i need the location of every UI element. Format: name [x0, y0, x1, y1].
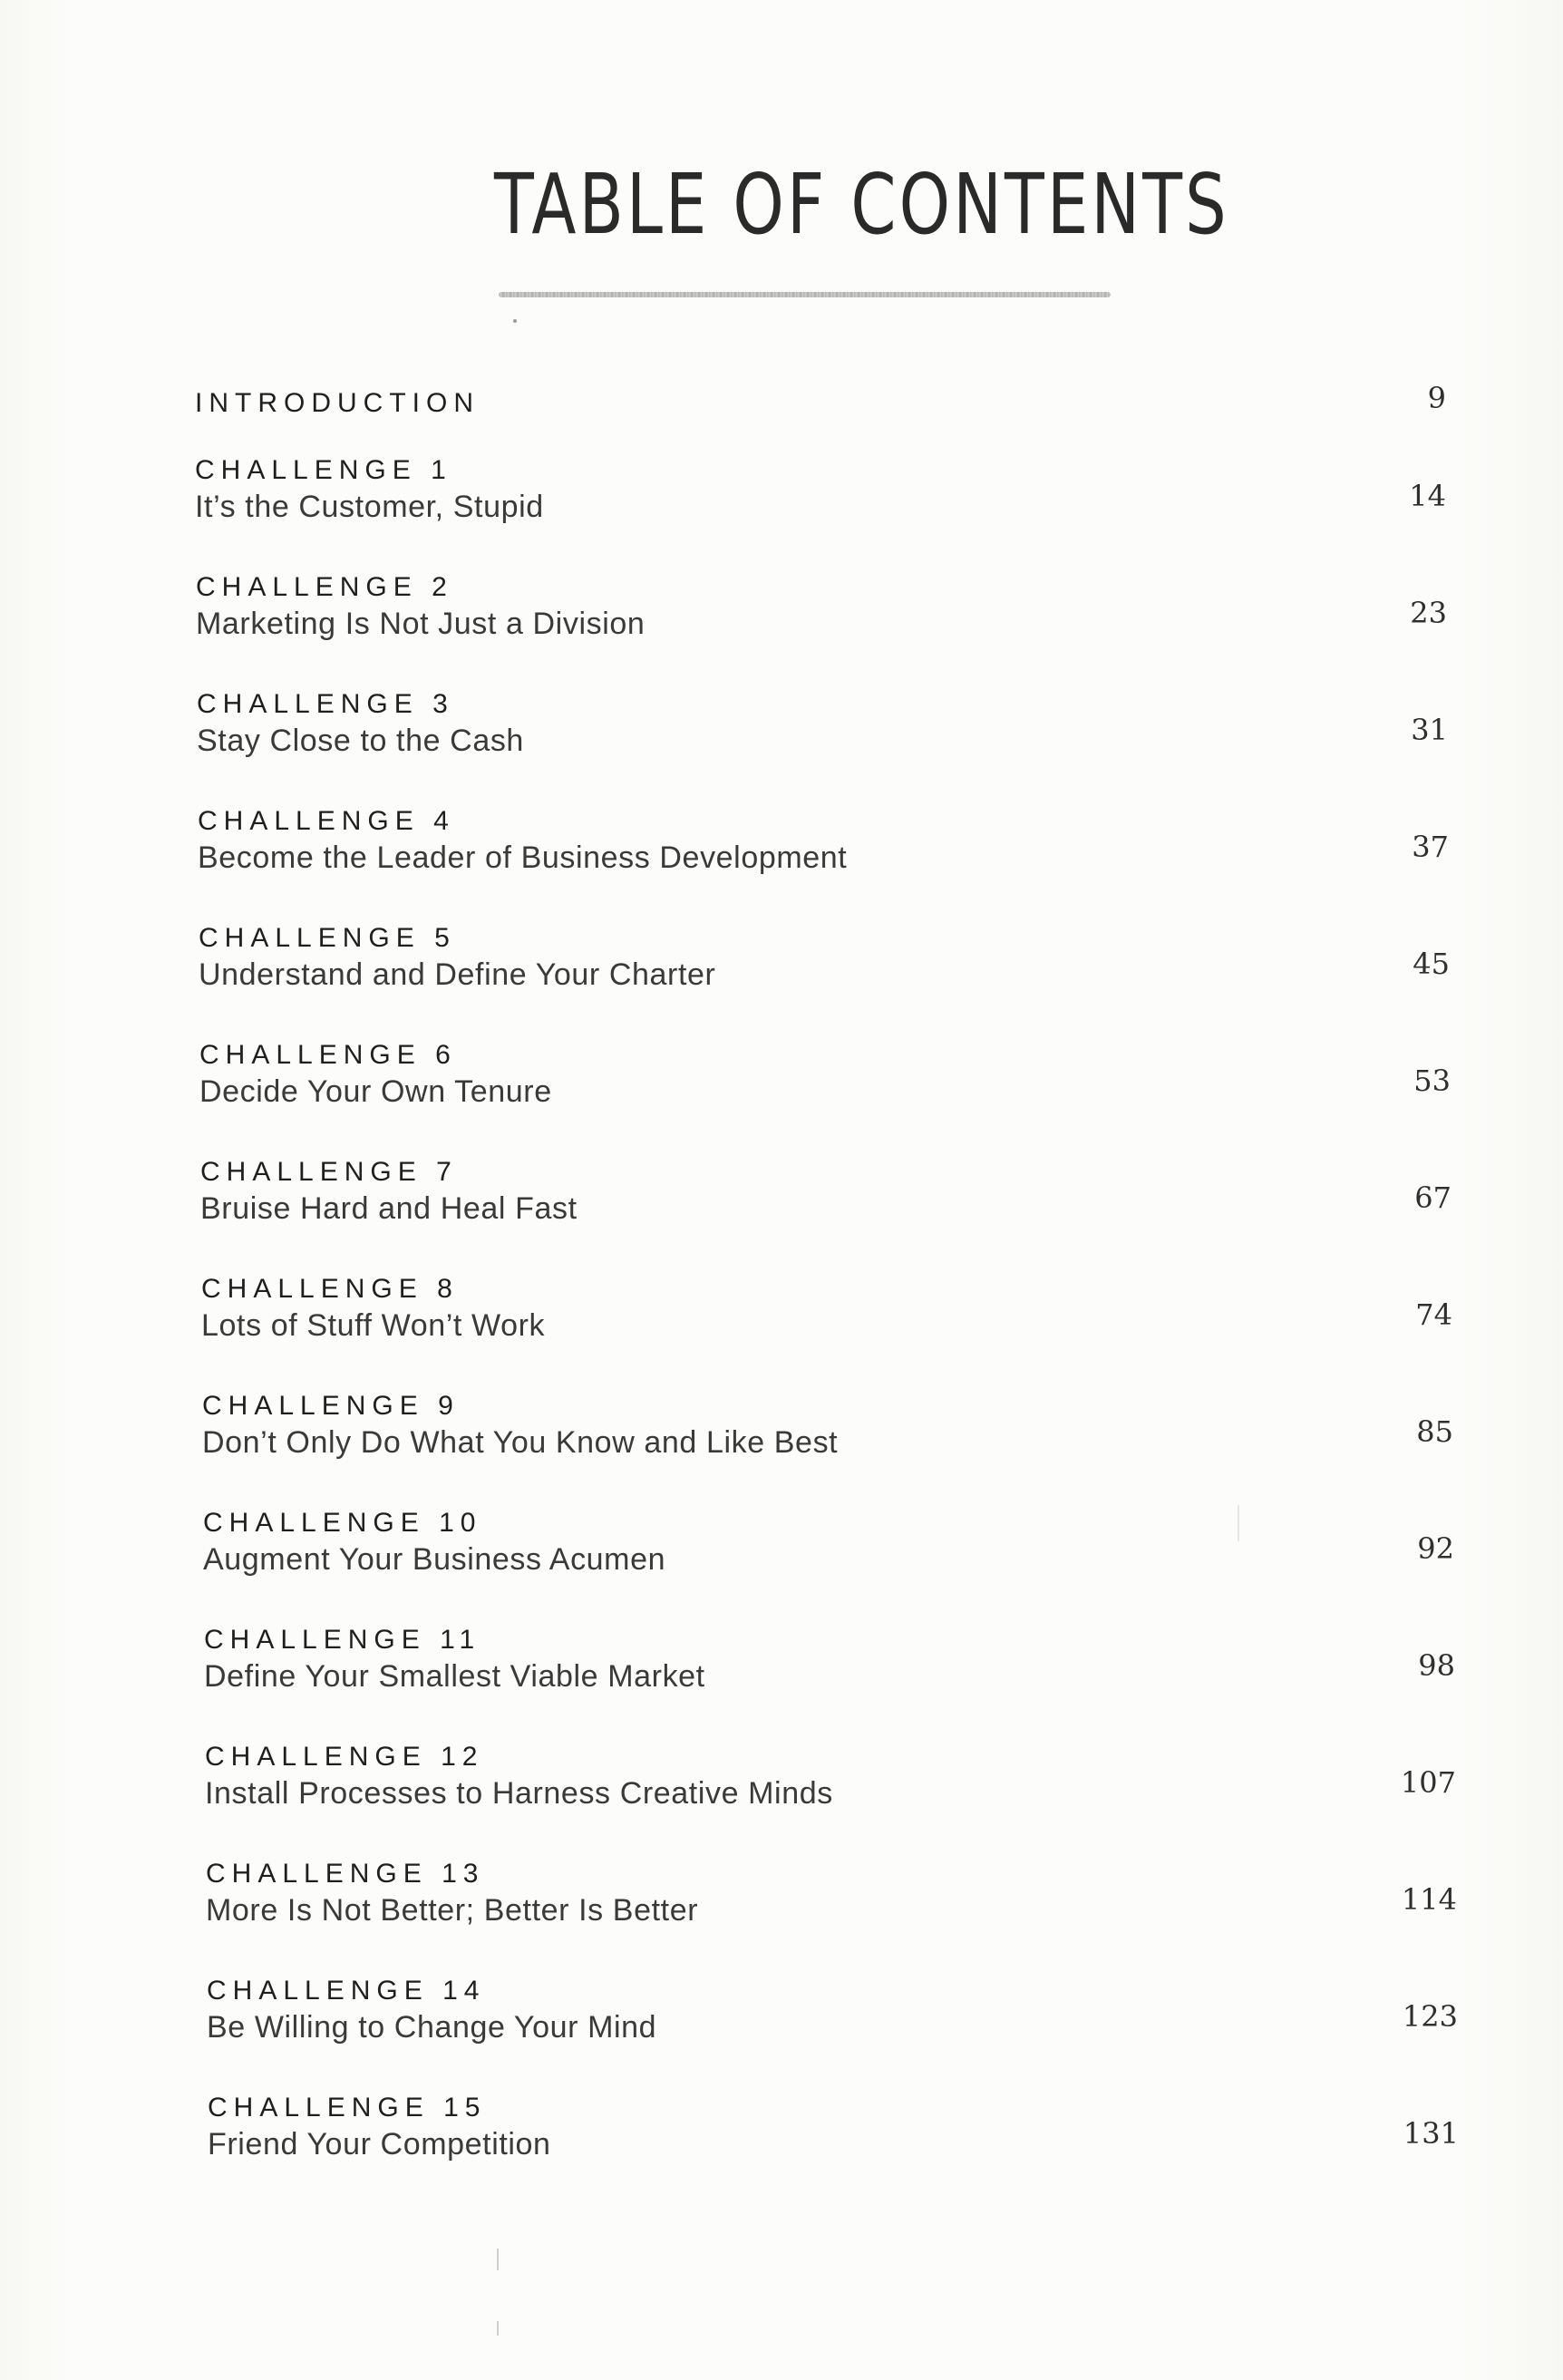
toc-entry-challenge-14[interactable] [207, 1976, 1458, 2066]
toc-entry-label: CHALLENGE 1 [195, 455, 452, 485]
toc-entry-title: Marketing Is Not Just a Division [196, 607, 646, 641]
scan-mark [497, 2321, 499, 2336]
toc-entry-label: CHALLENGE 4 [198, 806, 455, 836]
toc-entry-challenge-11[interactable] [204, 1625, 1455, 1715]
toc-entry-page-number: 131 [1403, 2116, 1459, 2151]
toc-entry-label: CHALLENGE 5 [199, 923, 456, 953]
toc-entry-label: CHALLENGE 3 [197, 689, 454, 719]
toc-entry-challenge-9[interactable] [202, 1391, 1453, 1481]
toc-entry-title: Don’t Only Do What You Know and Like Best [202, 1425, 839, 1460]
toc-entry-title: Augment Your Business Acumen [203, 1542, 666, 1577]
toc-entry-label: CHALLENGE 11 [204, 1625, 481, 1655]
page-title: TABLE OF CONTENTS [494, 156, 1229, 253]
toc-entry-challenge-13[interactable] [206, 1859, 1457, 1949]
scan-mark [1238, 1505, 1239, 1541]
toc-entry-title: Stay Close to the Cash [197, 724, 524, 758]
toc-entry-title: Friend Your Competition [208, 2127, 551, 2161]
toc-entry-title: Understand and Define Your Charter [199, 957, 716, 992]
toc-entry-challenge-8[interactable] [201, 1274, 1452, 1365]
toc-entry-challenge-5[interactable] [199, 923, 1450, 1014]
toc-entry-label: CHALLENGE 7 [200, 1157, 458, 1187]
toc-entry-page-number: 98 [1418, 1648, 1455, 1683]
toc-entry-title: Define Your Smallest Viable Market [204, 1659, 705, 1694]
toc-entry-label: CHALLENGE 12 [205, 1742, 484, 1772]
toc-entry-page-number: 85 [1416, 1414, 1453, 1449]
toc-entry-page-number: 107 [1400, 1765, 1456, 1800]
toc-entry-challenge-2[interactable] [196, 572, 1447, 663]
toc-entry-label: INTRODUCTION [195, 388, 480, 418]
toc-entry-page-number: 9 [1427, 381, 1446, 415]
toc-entry-challenge-4[interactable] [198, 806, 1449, 897]
toc-entry-challenge-12[interactable] [205, 1742, 1456, 1832]
toc-entry-title: Be Willing to Change Your Mind [207, 2010, 657, 2045]
toc-entry-label: CHALLENGE 10 [203, 1508, 482, 1538]
toc-entry-challenge-6[interactable] [199, 1040, 1451, 1131]
toc-entry-title: Become the Leader of Business Development [198, 840, 848, 875]
toc-entry-label: CHALLENGE 14 [207, 1976, 486, 2006]
toc-entry-page-number: 45 [1413, 947, 1450, 981]
toc-entry-page-number: 37 [1412, 830, 1449, 864]
toc-entry-title: Lots of Stuff Won’t Work [201, 1308, 546, 1343]
toc-entry-title: More Is Not Better; Better Is Better [206, 1893, 699, 1928]
toc-entry-title: It’s the Customer, Stupid [195, 490, 544, 524]
toc-entry-page-number: 67 [1414, 1180, 1451, 1215]
toc-entry-title: Bruise Hard and Heal Fast [200, 1191, 578, 1226]
toc-entry-label: CHALLENGE 15 [208, 2093, 487, 2123]
toc-entry-page-number: 92 [1417, 1531, 1454, 1566]
scan-mark [497, 2249, 499, 2270]
toc-entry-page-number: 23 [1410, 596, 1447, 630]
toc-entry-challenge-7[interactable] [200, 1157, 1451, 1248]
toc-entry-challenge-10[interactable] [203, 1508, 1454, 1598]
toc-entry-challenge-15[interactable] [208, 2093, 1459, 2183]
toc-entry-title: Install Processes to Harness Creative Minds [205, 1776, 833, 1811]
toc-entry-page-number: 53 [1413, 1064, 1451, 1098]
toc-entry-label: CHALLENGE 2 [196, 572, 453, 602]
toc-entry-challenge-3[interactable] [197, 689, 1448, 780]
toc-entry-challenge-1[interactable] [195, 455, 1446, 546]
toc-entry-page-number: 74 [1415, 1297, 1452, 1332]
toc-entry-title: Decide Your Own Tenure [199, 1074, 552, 1109]
toc-entry-label: CHALLENGE 9 [202, 1391, 460, 1421]
toc-entry-label: CHALLENGE 6 [199, 1040, 457, 1070]
toc-entry-page-number: 14 [1409, 479, 1446, 513]
toc-entry-page-number: 114 [1401, 1882, 1457, 1917]
toc-entry-label: CHALLENGE 8 [201, 1274, 459, 1304]
toc-entry-page-number: 31 [1411, 713, 1448, 747]
toc-entry-label: CHALLENGE 13 [206, 1859, 485, 1889]
toc-entry-page-number: 123 [1402, 1999, 1458, 2034]
